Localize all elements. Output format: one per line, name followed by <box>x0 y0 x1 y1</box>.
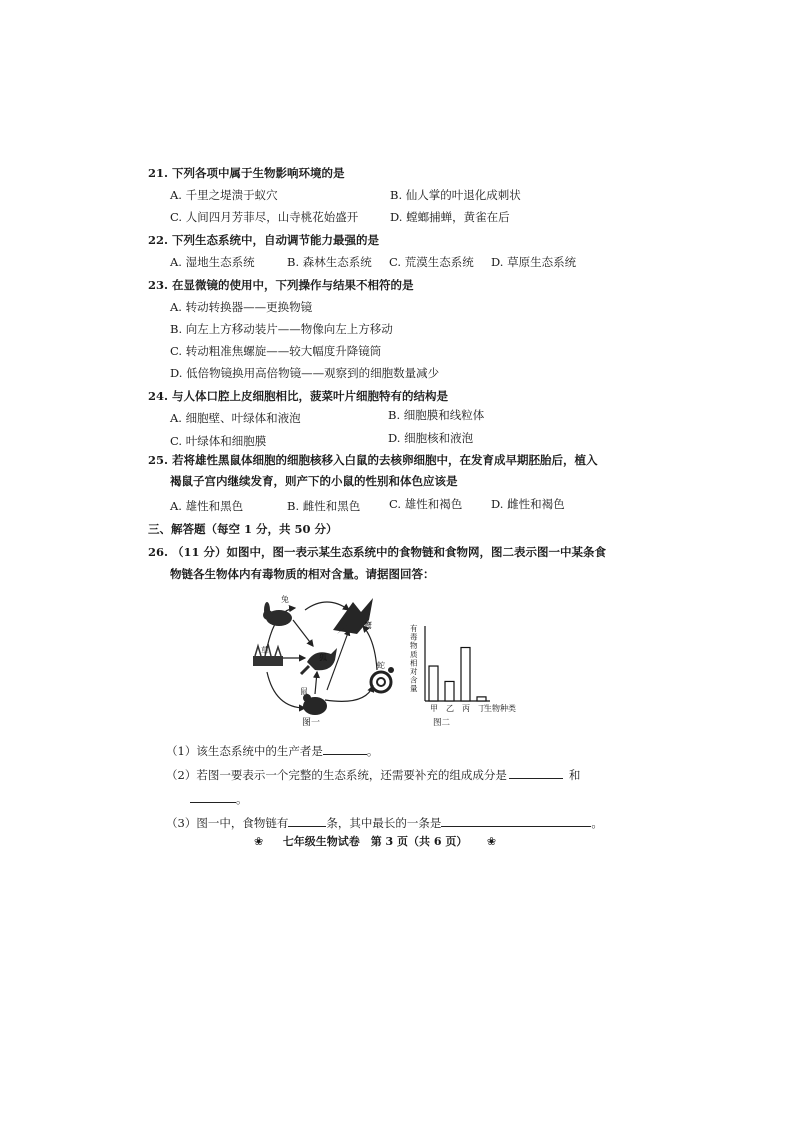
rabbit-silhouette <box>263 602 292 626</box>
q26-sub2-text: （2）若图一要表示一个完整的生态系统，还需要补充的组成成分是 <box>166 768 507 782</box>
q23-option-d: D. 低倍物镜换用高倍物镜——观察到的细胞数量减少 <box>170 366 440 380</box>
arrow-snake-eagle <box>363 626 377 670</box>
q26-sub1-end: 。 <box>366 744 379 758</box>
q26-sub3-text-b: 条，其中最长的一条是 <box>326 816 442 830</box>
q25-option-b: B. 雌性和黑色 <box>287 499 361 513</box>
q24-option-b: B. 细胞膜和线粒体 <box>388 408 485 422</box>
q26-sub1-text: （1）该生态系统中的生产者是 <box>166 744 323 758</box>
q23-option-c: C. 转动粗准焦螺旋——较大幅度升降镜筒 <box>170 344 382 358</box>
footer-left-symbol: ❀ <box>254 835 264 848</box>
q22-option-b: B. 森林生态系统 <box>287 255 372 269</box>
chart-bar-2 <box>445 681 454 701</box>
q26-intro-line1: 26. （11 分）如图中，图一表示某生态系统中的食物链和食物网，图二表示图一中某条食 <box>148 545 607 559</box>
answer-blank-5[interactable] <box>441 814 591 827</box>
q25-stem-line2: 褐鼠子宫内继续发育，则产下的小鼠的性别和体色应该是 <box>170 474 458 488</box>
q24-option-d: D. 细胞核和液泡 <box>388 431 474 445</box>
q21-stem: 21. 下列各项中属于生物影响环境的是 <box>148 166 345 180</box>
label-rabbit: 兔 <box>281 595 289 604</box>
label-fox: 狐 <box>319 653 327 662</box>
answer-blank-4[interactable] <box>288 814 326 827</box>
label-grass: 草 <box>261 646 269 655</box>
q26-sub1 <box>166 742 378 758</box>
q21-option-b: B. 仙人掌的叶退化成刺状 <box>390 188 521 202</box>
q22-stem: 22. 下列生态系统中，自动调节能力最强的是 <box>148 233 380 247</box>
q23-option-b: B. 向左上方移动装片——物像向左上方移动 <box>170 322 393 336</box>
chart-category-label-1: 甲 <box>430 704 438 713</box>
chart-category-label-4: 丁 <box>478 704 486 713</box>
label-eagle: 鹰 <box>364 621 372 630</box>
snake-silhouette <box>371 667 394 692</box>
q26-intro-line2: 物链各生物体内有毒物质的相对含量。请据图回答： <box>170 567 435 581</box>
q26-sub2 <box>166 766 580 782</box>
chart-category-labels <box>430 704 486 713</box>
q22-option-a: A. 湿地生态系统 <box>170 255 255 269</box>
q25-option-c: C. 雄性和褐色 <box>389 497 463 511</box>
label-snake: 蛇 <box>377 661 385 670</box>
q25-option-a: A. 雄性和黑色 <box>170 499 244 513</box>
figure-1-food-web <box>245 590 415 730</box>
chart-bar-4 <box>477 697 486 701</box>
figure-1-caption: 图一 <box>302 718 321 728</box>
chart-x-label: 生物种类 <box>484 704 516 713</box>
answer-blank-3[interactable] <box>190 790 236 803</box>
q24-option-a: A. 细胞壁、叶绿体和液泡 <box>170 411 301 425</box>
arrow-rabbit-eagle <box>305 602 349 610</box>
q26-sub3 <box>166 814 603 830</box>
figure-2-chart <box>406 618 531 733</box>
answer-blank-1[interactable] <box>323 742 367 755</box>
q26-sub2-line2 <box>190 790 248 806</box>
chart-y-label: 有毒物质相对含量 <box>410 624 418 694</box>
q26-sub2-and: 和 <box>568 768 581 782</box>
q26-sub3-text-a: （3）图一中，食物链有 <box>166 816 289 830</box>
q21-option-a: A. 千里之堤溃于蚁穴 <box>170 188 278 202</box>
q22-option-d: D. 草原生态系统 <box>491 255 577 269</box>
footer-text: 七年级生物试卷 第 3 页（共 6 页） <box>282 835 468 848</box>
label-mouse: 鼠 <box>300 687 308 696</box>
q22-option-c: C. 荒漠生态系统 <box>389 255 474 269</box>
chart-bar-1 <box>429 666 438 701</box>
q21-option-d: D. 螳螂捕蝉，黄雀在后 <box>390 210 510 224</box>
q24-option-c: C. 叶绿体和细胞膜 <box>170 434 267 448</box>
chart-title: 图二 <box>433 718 451 728</box>
chart-category-label-3: 丙 <box>462 704 470 713</box>
q24-stem: 24. 与人体口腔上皮细胞相比，菠菜叶片细胞特有的结构是 <box>148 389 449 403</box>
answer-blank-2[interactable] <box>509 766 563 779</box>
arrow-rabbit-fox <box>293 620 313 646</box>
arrow-mouse-fox <box>315 672 317 694</box>
q26-sub3-end: 。 <box>591 816 603 830</box>
footer-right-symbol: ❀ <box>486 835 497 848</box>
q23-stem: 23. 在显微镜的使用中，下列操作与结果不相符的是 <box>148 278 414 292</box>
footer <box>254 835 496 849</box>
q25-option-d: D. 雌性和褐色 <box>491 497 565 511</box>
mouse-silhouette <box>303 694 327 715</box>
q26-sub2-end: 。 <box>236 792 248 806</box>
q21-option-c: C. 人间四月芳菲尽，山寺桃花始盛开 <box>170 210 359 224</box>
chart-bars <box>429 648 486 701</box>
q23-option-a: A. 转动转换器——更换物镜 <box>170 300 313 314</box>
arrow-mouse-snake <box>325 686 373 701</box>
chart-bar-3 <box>461 648 470 701</box>
chart-category-label-2: 乙 <box>446 704 454 713</box>
section-heading: 三、解答题（每空 1 分，共 50 分） <box>148 522 338 536</box>
q25-stem-line1: 25. 若将雄性黑鼠体细胞的细胞核移入白鼠的去核卵细胞中，在发育成早期胚胎后，植入 <box>148 453 598 467</box>
